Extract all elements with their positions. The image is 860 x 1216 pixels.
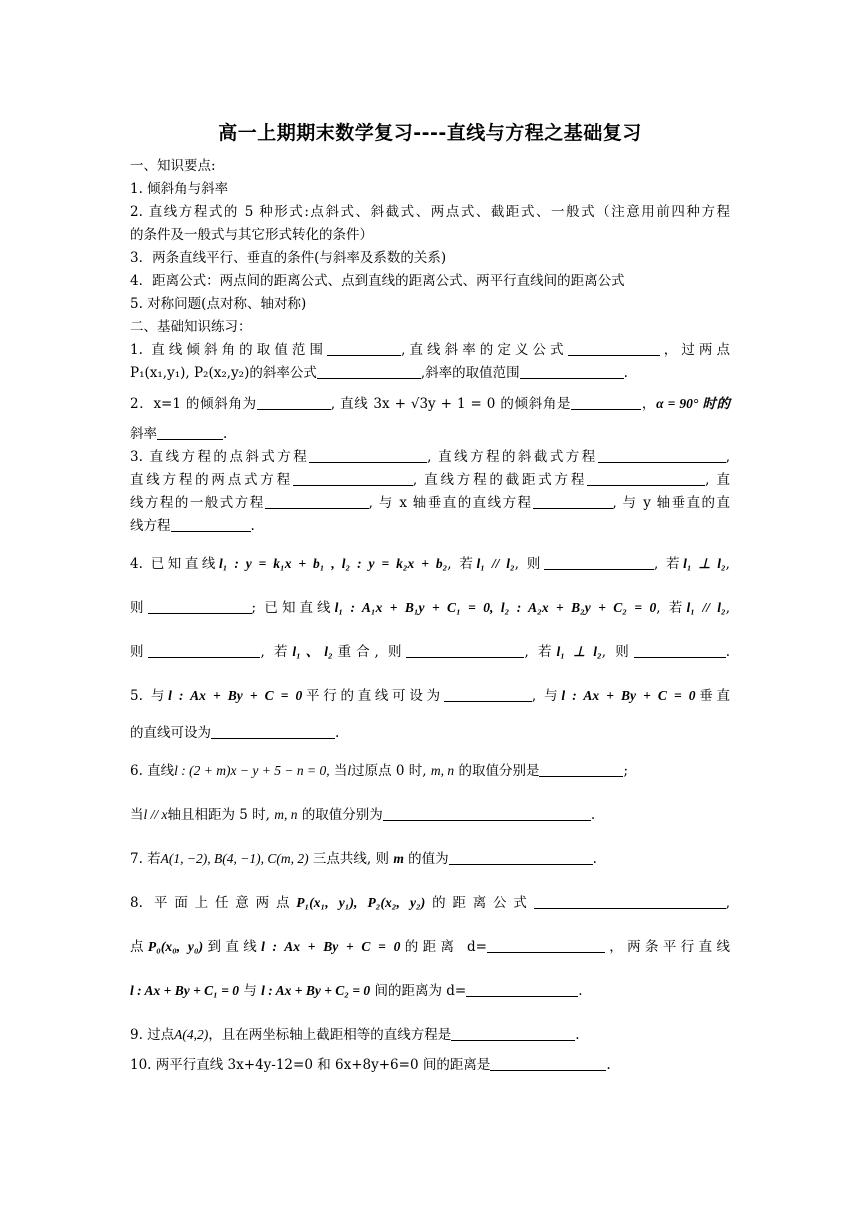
answer-blank[interactable] <box>327 341 401 356</box>
answer-blank[interactable] <box>533 494 613 509</box>
question-3-cont: 线方程的一般式方程 , 与 x 轴垂直的直线方程 , 与 y 轴垂直的直 <box>130 495 731 511</box>
knowledge-point: 5. 对称问题(点对称、轴对称) <box>130 296 307 312</box>
question-3-cont: 直线方程的两点式方程 , 直线方程的截距式方程 , 直 <box>130 472 730 488</box>
knowledge-point: 的条件及一般式与其它形式转化的条件） <box>130 227 373 243</box>
answer-blank[interactable] <box>211 724 335 739</box>
question-1: 1. 直线倾斜角的取值范围 ,直线斜率的定义公式 ，过两点 <box>130 342 731 358</box>
answer-blank[interactable] <box>598 448 726 463</box>
section1-heading: 一、知识要点: <box>130 158 216 174</box>
question-6-cont: 当l // x轴且相距为 5 时, m, n 的取值分别为 . <box>130 807 596 823</box>
answer-blank[interactable] <box>544 555 654 570</box>
question-4-cont: 则 ; 已知直线l₁ : A₁x + B₁y + C₁ = 0, l₂ : A₂x + B₂y + C₂ = 0, 若l₁ // l₂, <box>130 600 731 616</box>
question-2: 2．x=1 的倾斜角为 , 直线 3x + √3y + 1 = 0 的倾斜角是 ，α = 90° 时的 <box>130 396 730 412</box>
section2-heading: 二、基础知识练习： <box>130 319 252 335</box>
answer-blank[interactable] <box>539 762 623 777</box>
answer-blank[interactable] <box>534 894 726 909</box>
question-5-cont: 的直线可设为 . <box>130 725 340 741</box>
answer-blank[interactable] <box>466 982 578 997</box>
answer-blank[interactable] <box>634 643 726 658</box>
answer-blank[interactable] <box>571 395 641 410</box>
answer-blank[interactable] <box>309 448 427 463</box>
answer-blank[interactable] <box>451 1026 575 1041</box>
answer-blank[interactable] <box>383 806 591 821</box>
question-3-cont: 线方程 . <box>130 518 255 534</box>
answer-blank[interactable] <box>406 643 524 658</box>
question-4: 4. 已知直线l₁ : y = k₁x + b₁ , l₂ : y = k₂x + b₂, 若l₁ // l₂, 则 , 若l₁ ⊥ l₂, <box>130 556 730 572</box>
question-4-cont: 则 , 若l₁、l₂重合, 则 , 若l₁ ⊥ l₂, 则 . <box>130 644 730 660</box>
answer-blank[interactable] <box>148 599 252 614</box>
worksheet-page <box>130 118 730 1077</box>
answer-blank[interactable] <box>265 494 369 509</box>
knowledge-point: 1. 倾斜角与斜率 <box>130 181 229 197</box>
knowledge-point: 3．两条直线平行、垂直的条件(与斜率及系数的关系) <box>130 250 447 266</box>
question-7: 7. 若A(1, −2), B(4, −1), C(m, 2) 三点共线, 则 m 的值为 . <box>130 851 597 867</box>
answer-blank[interactable] <box>449 850 593 865</box>
question-8-cont: l : Ax + By + C₁ = 0 与 l : Ax + By + C₂ = 0 间的距离为 d= . <box>130 983 583 999</box>
question-2-cont: 斜率 . <box>130 426 228 442</box>
question-10: 10. 两平行直线 3x+4y-12=0 和 6x+8y+6=0 间的距离是 . <box>130 1057 611 1073</box>
question-3: 3. 直线方程的点斜式方程 , 直线方程的斜截式方程 , <box>130 449 730 465</box>
answer-blank[interactable] <box>148 643 260 658</box>
knowledge-point: 4．距离公式：两点间的距离公式、点到直线的距离公式、两平行直线间的距离公式 <box>130 273 625 289</box>
question-6: 6. 直线l : (2 + m)x − y + 5 − n = 0, 当l过原点 0 时, m, n 的取值分别是 ; <box>130 763 629 779</box>
question-8-cont: 点P₀(x₀, y₀)到直线l : Ax + By + C = 0的距离 d= ，两条平行直线 <box>130 939 731 955</box>
page-title: 高一上期期末数学复习----直线与方程之基础复习 <box>218 122 642 144</box>
answer-blank[interactable] <box>157 425 223 440</box>
question-8: 8. 平面上任意两点P₁(x₁, y₁), P₂(x₂, y₂)的距离公式 , <box>130 895 730 911</box>
answer-blank[interactable] <box>293 471 413 486</box>
answer-blank[interactable] <box>317 364 421 379</box>
question-9: 9. 过点A(4,2)，且在两坐标轴上截距相等的直线方程是 . <box>130 1027 580 1043</box>
knowledge-point: 2. 直线方程式的 5 种形式:点斜式、斜截式、两点式、截距式、一般式（注意用前四种方程 <box>130 204 730 220</box>
answer-blank[interactable] <box>568 341 660 356</box>
answer-blank[interactable] <box>257 395 331 410</box>
question-1-cont: P₁(x₁,y₁), P₂(x₂,y₂)的斜率公式 ,斜率的取值范围 . <box>130 365 628 381</box>
answer-blank[interactable] <box>487 938 605 953</box>
question-5: 5. 与l : Ax + By + C = 0平行的直线可设为 , 与l : Ax + By + C = 0垂直 <box>130 688 731 704</box>
answer-blank[interactable] <box>171 517 251 532</box>
answer-blank[interactable] <box>490 1056 606 1071</box>
answer-blank[interactable] <box>520 364 624 379</box>
answer-blank[interactable] <box>444 687 532 702</box>
answer-blank[interactable] <box>587 471 705 486</box>
